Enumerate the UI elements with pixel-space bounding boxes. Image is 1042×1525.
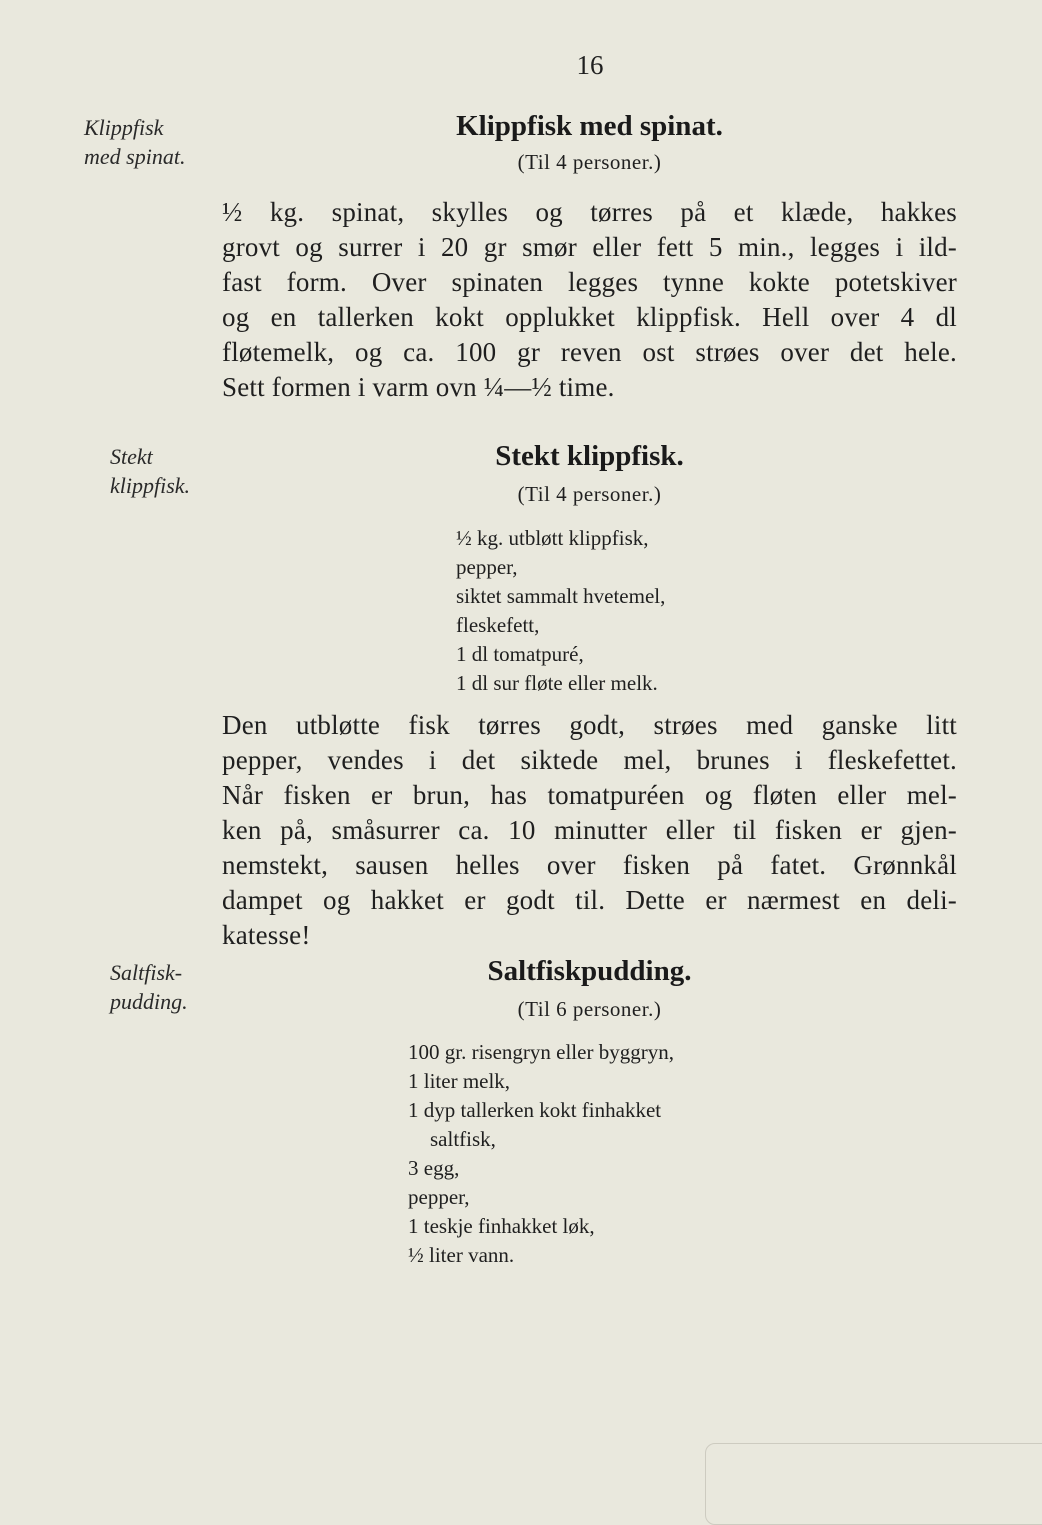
paragraph-line: Sett formen i varm ovn ¼—½ time. — [222, 372, 615, 402]
paragraph-line: fast form. Over spinaten legges tynne kokte potetskiver — [222, 267, 957, 297]
ingredient-item: fleskefett, — [456, 613, 540, 637]
ingredient-list — [456, 524, 665, 698]
margin-note-saltfiskpudding — [110, 958, 188, 1016]
ingredient-item: 1 dyp tallerken kokt finhakket — [408, 1098, 662, 1122]
margin-note-line: Klippfisk — [84, 115, 164, 140]
ingredient-item: pepper, — [456, 555, 518, 579]
ingredient-item: pepper, — [408, 1185, 470, 1209]
recipe-servings: (Til 4 personer.) — [517, 150, 662, 174]
paragraph-line: grovt og surrer i 20 gr smør eller fett 5 min., legges i ild- — [222, 232, 957, 262]
ingredient-item: 3 egg, — [408, 1156, 460, 1180]
paragraph-line: dampet og hakket er godt til. Dette er nærmest en deli- — [222, 885, 957, 915]
paragraph-line: katesse! — [222, 920, 311, 950]
ingredient-list — [408, 1038, 674, 1270]
margin-note-stekt-klippfisk — [110, 442, 190, 500]
margin-note-klippfisk-med-spinat — [84, 113, 185, 171]
ingredient-item: 1 teskje finhakket løk, — [408, 1214, 595, 1238]
ingredient-item: ½ kg. utbløtt klippfisk, — [456, 526, 649, 550]
ingredient-item: 100 gr. risengryn eller byggryn, — [408, 1040, 674, 1064]
paragraph-line: Når fisken er brun, has tomatpuréen og fløten eller mel- — [222, 780, 957, 810]
margin-note-line: med spinat. — [84, 144, 186, 169]
margin-note-line: Saltfisk- — [110, 960, 183, 985]
recipe-servings: (Til 6 personer.) — [517, 997, 662, 1021]
recipe-paragraph — [222, 195, 957, 405]
margin-note-line: Stekt — [110, 444, 153, 469]
margin-note-line: pudding. — [110, 989, 188, 1014]
recipe-paragraph — [222, 708, 957, 953]
paragraph-line: og en tallerken kokt opplukket klippfisk. Hell over 4 dl — [222, 302, 957, 332]
ingredient-item: siktet sammalt hvetemel, — [456, 584, 666, 608]
recipe-title-saltfiskpudding: Saltfiskpudding. — [487, 955, 692, 987]
paragraph-line: Den utbløtte fisk tørres godt, strøes med ganske litt — [222, 710, 957, 740]
recipe-title-stekt-klippfisk: Stekt klippfisk. — [495, 440, 684, 472]
page-corner-outline — [705, 1443, 1042, 1525]
ingredient-item: saltfisk, — [430, 1127, 496, 1151]
paragraph-line: nemstekt, sausen helles over fisken på fatet. Grønnkål — [222, 850, 957, 880]
paragraph-line: ken på, småsurrer ca. 10 minutter eller til fisken er gjen- — [222, 815, 957, 845]
ingredient-item: 1 dl sur fløte eller melk. — [456, 671, 658, 695]
paragraph-line: ½ kg. spinat, skylles og tørres på et klæde, hakkes — [222, 197, 957, 227]
page-number: 16 — [576, 50, 604, 80]
recipe-title-klippfisk-med-spinat: Klippfisk med spinat. — [456, 110, 723, 142]
paragraph-line: pepper, vendes i det siktede mel, brunes i fleskefettet. — [222, 745, 957, 775]
ingredient-item: ½ liter vann. — [408, 1243, 515, 1267]
margin-note-line: klippfisk. — [110, 473, 191, 498]
paragraph-line: fløtemelk, og ca. 100 gr reven ost strøes over det hele. — [222, 337, 957, 367]
recipe-servings: (Til 4 personer.) — [517, 482, 662, 506]
ingredient-item: 1 dl tomatpuré, — [456, 642, 584, 666]
ingredient-item: 1 liter melk, — [408, 1069, 511, 1093]
